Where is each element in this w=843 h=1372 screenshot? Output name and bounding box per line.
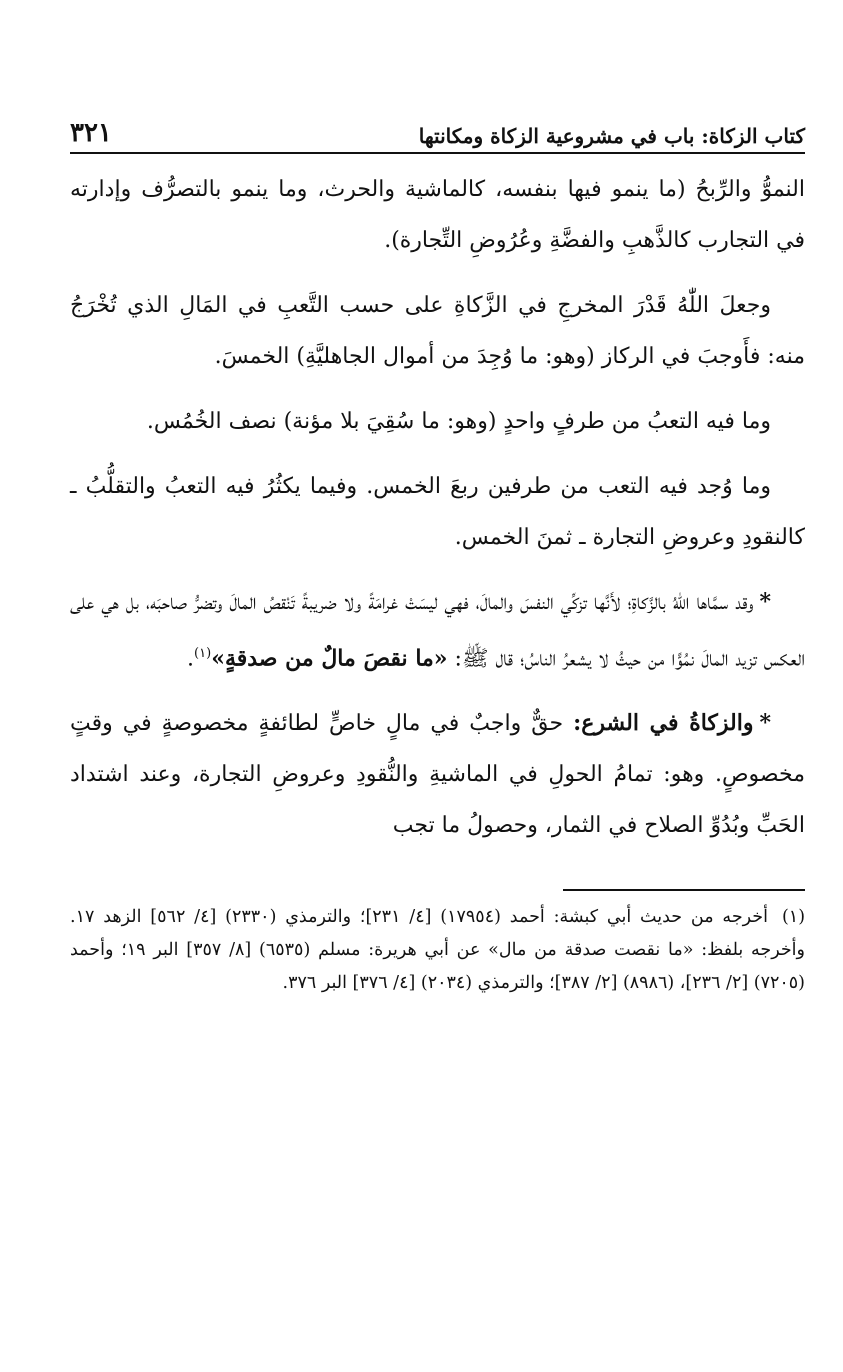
paragraph-text: وقد سمَّاها اللّٰهُ بالزَّكاةِ؛ لأَنَّها تزكِّي النفسَ والمالَ، فهي ليسَتْ غرامَةً ولا ضريبةً تَنْقصُ المالَ وتضرُّ صاحبَه، بل هي على العكس تزيد المالَ نمُوًّا من حيثُ لا يشعرُ الناسُ؛ قال ﷺ:: [70, 590, 805, 672]
paragraph: وما فيه التعبُ من طرفٍ واحدٍ (وهو: ما سُقِيَ بلا مؤنة) نصف الخُمُس.: [146, 409, 771, 434]
paragraph: وما وُجد فيه التعب من طرفين ربعَ الخمس. وفيما يكثُرُ فيه التعبُ والتقلُّبُ ـ كالنقودِ وعروضِ التجارة ـ ثمنَ الخمس.: [70, 474, 805, 550]
hadith-quote: «ما نقصَ مالٌ من صدقةٍ»: [211, 645, 448, 672]
definition-lead: والزكاةُ في الشرع:: [573, 710, 754, 737]
footnote-separator-wrap: [70, 865, 805, 901]
asterisk-marker: *: [759, 710, 771, 737]
paragraph: النموُّ والرِّبحُ (ما ينمو فيها بنفسه، كالماشية والحرث، وما ينمو بالتصرُّف وإدارته في التجارب كالذَّهبِ والفضَّةِ وعُرُوضِ التِّجارة).: [70, 177, 805, 253]
asterisk-marker: *: [759, 589, 771, 615]
paragraph-text: حقٌّ واجبٌ في مالٍ خاصٍّ لطائفةٍ مخصوصةٍ في وقتٍ مخصوصٍ. وهو: تمامُ الحولِ في الماشيةِ والنُّقودِ وعروضِ التجارة، وعند اشتداد الحَبِّ وبُدُوِّ الصلاح في الثمار، وحصولُ ما تجب: [70, 711, 805, 839]
footnote: [70, 901, 805, 1000]
page-number: ٣٢١: [70, 118, 112, 148]
star-paragraph: [70, 577, 805, 684]
chapter-title: كتاب الزكاة: باب في مشروعية الزكاة ومكانتها: [418, 124, 805, 148]
paragraph-end: .: [187, 646, 195, 672]
book-page: [70, 108, 805, 1000]
paragraph: وجعلَ اللّٰهُ قَدْرَ المخرجِ في الزَّكاةِ على حسب التَّعبِ في المَالِ الذي تُخْرَجُ منه: فأَوجبَ في الركاز (وهو: ما وُجِدَ من أموال الجاهليَّةِ) الخمسَ.: [70, 293, 805, 369]
footnote-reference[interactable]: (١): [194, 646, 212, 661]
running-header: [70, 108, 805, 154]
star-paragraph: [70, 698, 805, 851]
footnote-text: أخرجه من حديث أبي كبشة: أحمد (١٧٩٥٤) [٤/ ٢٣١]؛ والترمذي (٢٣٣٠) [٤/ ٥٦٢] الزهد ١٧. وأخرجه بلفظ: «ما نقصت صدقة من مال» عن أبي هريرة: مسلم (٦٥٣٥) [٨/ ٣٥٧] البر ١٩؛ وأحمد (٧٢٠٥) [٢/ ٢٣٦]، (٨٩٨٦) [٢/ ٣٨٧]؛ والترمذي (٢٠٣٤) [٤/ ٣٧٦] البر ٣٧٦.: [70, 907, 805, 994]
footnote-separator: [563, 889, 805, 891]
footnote-number: (١): [781, 907, 806, 928]
main-text: [70, 164, 805, 851]
